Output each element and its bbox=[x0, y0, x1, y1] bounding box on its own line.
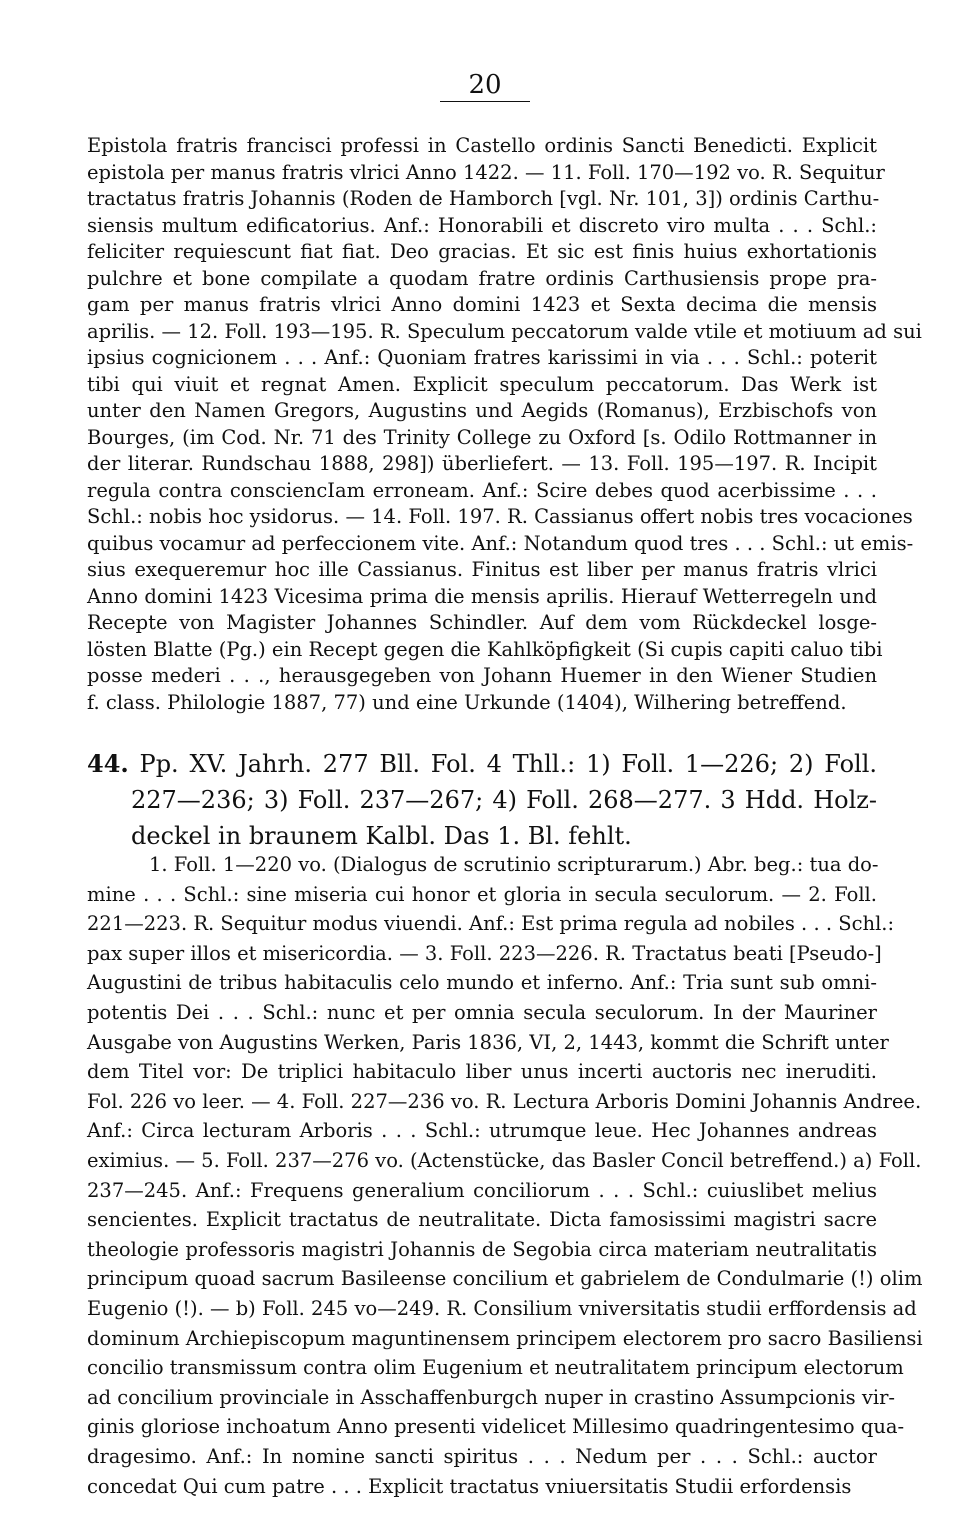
text-line: sencientes. Explicit tractatus de neutralitate. Dicta famosissimi magistri sacre bbox=[87, 1208, 877, 1232]
text-line: unter den Namen Gregors, Augustins und Aegids (Romanus), Erzbischofs von bbox=[87, 399, 877, 422]
text-line: quibus vocamur ad perfeccionem vite. Anf.: Notandum quod tres . . . Schl.: ut emis- bbox=[87, 531, 914, 555]
text-line: eximius. — 5. Foll. 237—276 vo. (Actenstücke, das Basler Concil betreffend.) a) Foll. bbox=[87, 1149, 922, 1172]
text-line: dominum Archiepiscopum maguntinensem principem electorem pro sacro Basiliensi bbox=[87, 1326, 923, 1350]
text-line: Fol. 226 vo leer. — 4. Foll. 227—236 vo. R. Lectura Arboris Domini Johannis Andree. bbox=[87, 1089, 922, 1113]
text-line: concilio transmissum contra olim Eugenium et neutralitatem principum electorum bbox=[87, 1356, 904, 1380]
text-line: dragesimo. Anf.: In nomine sancti spiritus . . . Nedum per . . . Schl.: auctor bbox=[87, 1445, 877, 1468]
text-line: Schl.: nobis hoc ysidorus. — 14. Foll. 197. R. Cassianus offert nobis tres vocaciones bbox=[87, 505, 913, 528]
page-number: 20 bbox=[468, 70, 502, 100]
text-line: aprilis. — 12. Foll. 193—195. R. Speculum peccatorum valde vtile et motiuum ad sui bbox=[87, 319, 922, 343]
text-line: concedat Qui cum patre . . . Explicit tractatus vniuersitatis Studii erfordensis bbox=[87, 1474, 852, 1498]
text-line: lösten Blatte (Pg.) ein Recept gegen die Kahlköpfigkeit (Si cupis capiti caluo tibi bbox=[87, 637, 883, 661]
text-line: Ausgabe von Augustins Werken, Paris 1836, VI, 2, 1443, kommt die Schrift unter bbox=[87, 1030, 889, 1054]
text-line: Recepte von Magister Johannes Schindler. Auf dem vom Rückdeckel losge- bbox=[87, 611, 877, 634]
text-line: f. class. Philologie 1887, 77) und eine Urkunde (1404), Wilhering betreffend. bbox=[87, 690, 847, 714]
text-line: tractatus fratris Johannis (Roden de Hamborch [vgl. Nr. 101, 3]) ordinis Carthu- bbox=[87, 187, 880, 210]
text-line: theologie professoris magistri Johannis de Segobia circa materiam neutralitatis bbox=[87, 1237, 877, 1261]
page-number-rule bbox=[440, 101, 530, 102]
text-line: der literar. Rundschau 1888, 298]) überliefert. — 13. Foll. 195—197. R. Incipit bbox=[87, 452, 877, 475]
text-line: 1. Foll. 1—220 vo. (Dialogus de scrutinio scripturarum.) Abr. beg.: tua do- bbox=[149, 853, 879, 876]
text-line: Anno domini 1423 Vicesima prima die mensis aprilis. Hierauf Wetterregeln und bbox=[87, 584, 877, 608]
text-line: potentis Dei . . . Schl.: nunc et per omnia secula seculorum. In der Mauriner bbox=[87, 1001, 877, 1024]
text-line: sius exequeremur hoc ille Cassianus. Finitus est liber per manus fratris vlrici bbox=[87, 558, 877, 581]
heading-line-3: deckel in braunem Kalbl. Das 1. Bl. fehlt. bbox=[131, 822, 632, 850]
text-line: epistola per manus fratris vlrici Anno 1422. — 11. Foll. 170—192 vo. R. Sequitur bbox=[87, 160, 885, 184]
heading-text-1: Pp. XV. Jahrh. 277 Bll. Fol. 4 Thll.: 1) Foll. 1—226; 2) Foll. bbox=[139, 750, 877, 778]
text-line: Eugenio (!). — b) Foll. 245 vo—249. R. Consilium vniversitatis studii erffordensis ad bbox=[87, 1297, 917, 1320]
text-line: Bourges, (im Cod. Nr. 71 des Trinity College zu Oxford [s. Odilo Rottmanner in bbox=[87, 425, 877, 449]
text-line: tibi qui viuit et regnat Amen. Explicit speculum peccatorum. Das Werk ist bbox=[87, 372, 877, 396]
text-line: dem Titel vor: De triplici habitaculo liber unus incerti auctoris nec ineruditi. bbox=[87, 1060, 877, 1084]
text-line: ad concilium provinciale in Asschaffenburgch nuper in crastino Assumpcionis vir- bbox=[87, 1385, 895, 1409]
text-line: regula contra consciencIam erroneam. Anf.: Scire debes quod acerbissime . . . bbox=[87, 478, 877, 502]
text-line: siensis multum edificatorius. Anf.: Honorabili et discreto viro multa . . . Schl.: bbox=[87, 213, 877, 237]
text-line: Augustini de tribus habitaculis celo mundo et inferno. Anf.: Tria sunt sub omni- bbox=[87, 971, 877, 995]
text-line: pax super illos et misericordia. — 3. Foll. 223—226. R. Tractatus beati [Pseudo-] bbox=[87, 941, 882, 965]
heading-line-1 bbox=[87, 746, 877, 782]
heading-line-2: 227—236; 3) Foll. 237—267; 4) Foll. 268—277. 3 Hdd. Holz- bbox=[131, 786, 877, 814]
text-line: 237—245. Anf.: Frequens generalium conciliorum . . . Schl.: cuiuslibet melius bbox=[87, 1178, 877, 1202]
text-line: ginis gloriose inchoatum Anno presenti videlicet Millesimo quadringentesimo qua- bbox=[87, 1415, 905, 1439]
text-line: Epistola fratris francisci professi in Castello ordinis Sancti Benedicti. Explicit bbox=[87, 134, 877, 157]
text-line: 221—223. R. Sequitur modus viuendi. Anf.: Est prima regula ad nobiles . . . Schl.: bbox=[87, 912, 895, 936]
text-line: ipsius cognicionem . . . Anf.: Quoniam fratres karissimi in via . . . Schl.: poterit bbox=[87, 346, 877, 369]
text-line: pulchre et bone compilate a quodam fratre ordinis Carthusiensis prope pra- bbox=[87, 266, 877, 290]
text-line: principum quoad sacrum Basileense concilium et gabrielem de Condulmarie (!) olim bbox=[87, 1267, 923, 1291]
entry-number: 44. bbox=[87, 749, 129, 778]
text-line: posse mederi . . ., herausgegeben von Johann Huemer in den Wiener Studien bbox=[87, 664, 877, 687]
text-line: feliciter requiescunt fiat fiat. Deo gracias. Et sic est finis huius exhortationis bbox=[87, 240, 877, 263]
text-line: mine . . . Schl.: sine miseria cui honor et gloria in secula seculorum. — 2. Foll. bbox=[87, 882, 877, 906]
text-line: gam per manus fratris vlrici Anno domini 1423 et Sexta decima die mensis bbox=[87, 293, 877, 316]
text-line: Anf.: Circa lecturam Arboris . . . Schl.: utrumque leue. Hec Johannes andreas bbox=[87, 1119, 877, 1143]
